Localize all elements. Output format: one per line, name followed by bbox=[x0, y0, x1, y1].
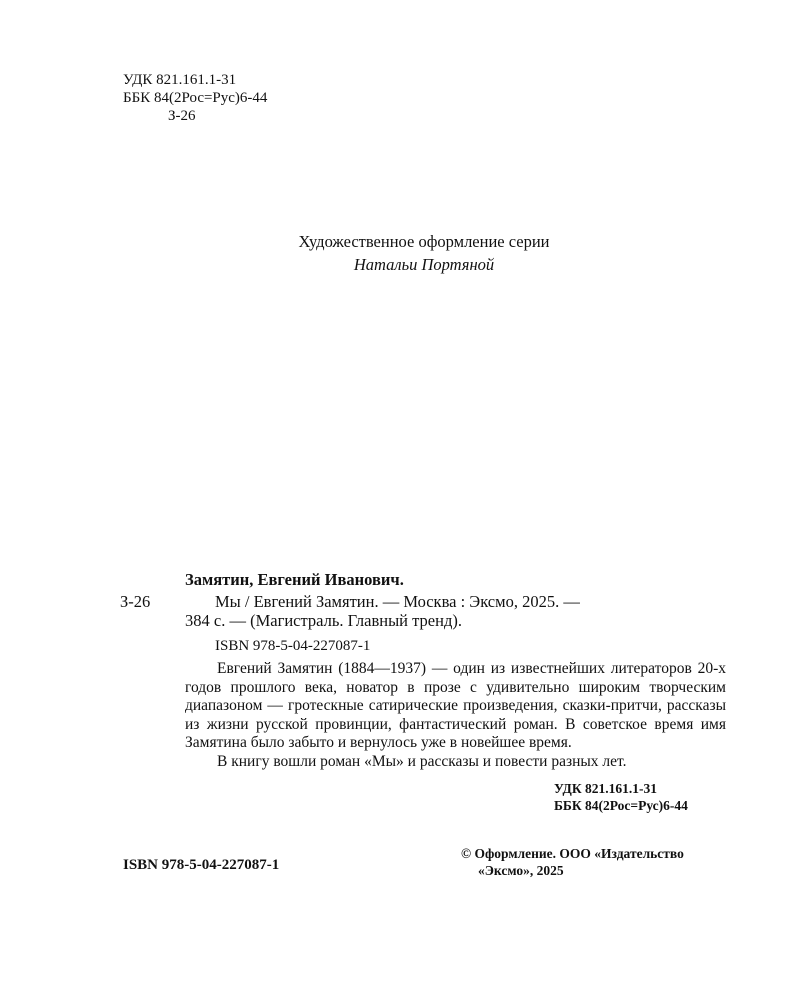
designer-name: Натальи Портяной bbox=[353, 255, 495, 274]
card-bbk: ББК 84(2Рос=Рус)6-44 bbox=[554, 798, 688, 813]
footer-isbn: ISBN 978-5-04-227087-1 bbox=[123, 857, 280, 873]
card-author-code: З-26 bbox=[120, 592, 151, 611]
annotation-paragraph-2 bbox=[185, 753, 726, 772]
card-title-line-1: Мы / Евгений Замятин. — Москва : Эксмо, 2025. — bbox=[215, 592, 580, 611]
card-title-line-2: 384 с. — (Магистраль. Главный тренд). bbox=[185, 611, 462, 630]
annotation-paragraph-1 bbox=[185, 660, 726, 753]
card-author: Замятин, Евгений Иванович. bbox=[185, 570, 404, 589]
design-credit-line: Художественное оформление серии bbox=[298, 232, 550, 251]
author-code-top: З-26 bbox=[168, 108, 196, 124]
card-isbn: ISBN 978-5-04-227087-1 bbox=[215, 638, 371, 654]
copyright-line-1: © Оформление. ООО «Издательство bbox=[461, 846, 684, 861]
annotation-text-2: В книгу вошли роман «Мы» и рассказы и повести разных лет. bbox=[217, 752, 627, 770]
annotation-text-1: Евгений Замятин (1884—1937) — один из известнейших литераторов 20-х годов прошлого века, новатор в прозе с удивительно широким творческим диапазоном — гротескные сатирические произведения, сказки-притчи, рассказы из жизни русской провинции, фантастический роман. В советское время имя Замятина было забыто и вернулось уже в новейшее время. bbox=[185, 660, 726, 752]
udk-top: УДК 821.161.1-31 bbox=[123, 72, 237, 88]
annotation bbox=[185, 660, 726, 772]
card-udk: УДК 821.161.1-31 bbox=[554, 781, 657, 796]
copyright-line-2: «Эксмо», 2025 bbox=[478, 863, 564, 878]
bbk-top: ББК 84(2Рос=Рус)6-44 bbox=[123, 90, 268, 106]
